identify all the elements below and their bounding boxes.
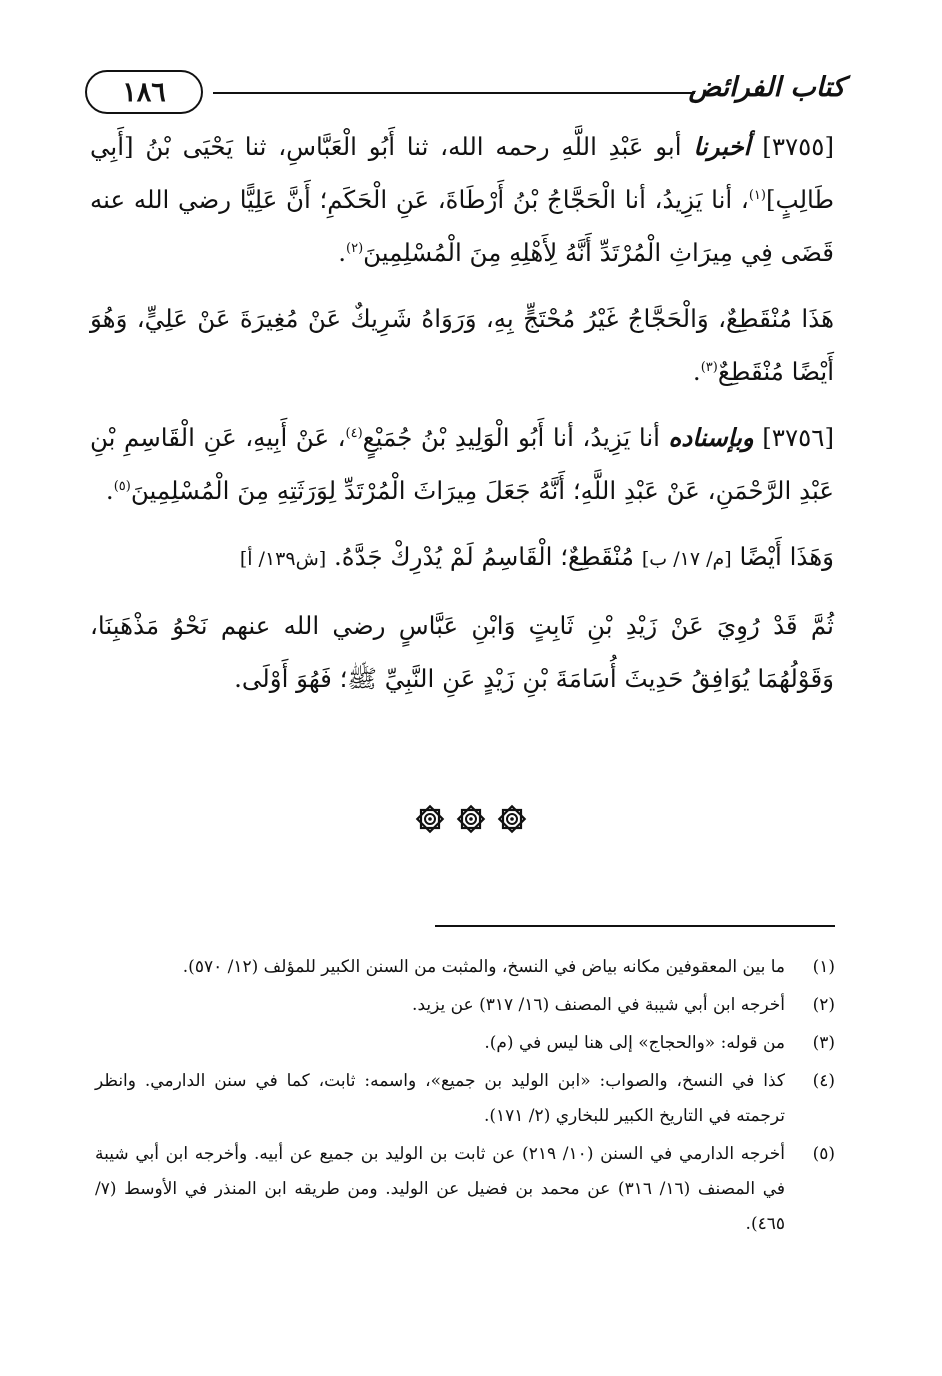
manuscript-ref: [م/ ١٧/ ب] [641,548,732,570]
hadith-lead-word: أخبرنا [693,132,751,161]
footnote-item [95,1064,835,1134]
footnote-item [95,1026,835,1061]
footnote-text: من قوله: «والحجاج» إلى هنا ليس في (م). [484,1033,785,1053]
paragraph-commentary-1 [90,292,834,398]
hadith-number: [٣٧٥٥] [762,132,835,161]
footnote-text: أخرجه ابن أبي شيبة في المصنف (١٦/ ٣١٧) عن يزيد. [412,995,785,1015]
page-number: ١٨٦ [85,70,203,114]
footnote-ref: (٤) [345,425,363,441]
paragraph-commentary-2 [90,530,834,586]
footnote-item [95,950,835,985]
paragraph-text: وَهَذَا أَيْضًا [739,542,834,571]
footnote-ref: (٢) [346,240,364,256]
footnotes [95,950,835,1245]
footnote-item [95,988,835,1023]
paragraph-text: ثُمَّ قَدْ رُوِيَ عَنْ زَيْدِ بْنِ ثَابِتٍ وَابْنِ عَبَّاسٍ رضي الله عنهم نَحْوُ مَذْهَبِنَا، وَقَوْلُهُمَا يُوَافِقُ حَدِيثَ أُسَامَةَ بْنِ زَيْدٍ عَنِ النَّبِيِّ ﷺ؛ فَهُوَ أَوْلَى. [90,611,834,693]
section-ornaments [0,804,942,834]
ornament-icon [497,804,527,834]
hadith-lead-word: وبإسناده [668,423,754,452]
paragraph-3755 [90,120,834,279]
paragraph-end: . [338,238,346,267]
footnote-separator [435,925,835,927]
footnote-text: ما بين المعقوفين مكانه بياض في النسخ، والمثبت من السنن الكبير للمؤلف (١٢/ ٥٧٠). [182,957,785,977]
footnote-ref: (٥) [113,478,131,494]
paragraph-text: هَذَا مُنْقَطِعٌ، وَالْحَجَّاجُ غَيْرُ مُحْتَجٍّ بِهِ، وَرَوَاهُ شَرِيكٌ عَنْ مُغِيرَةَ عَنْ عَلِيٍّ، وَهُوَ أَيْضًا مُنْقَطِعٌ [90,304,834,386]
footnote-number: (٤) [812,1071,835,1091]
hadith-number: [٣٧٥٦] [762,423,834,452]
book-title: كتاب الفرائض [688,72,845,103]
ornament-icon [415,804,445,834]
paragraph-text: مُنْقَطِعٌ؛ الْقَاسِمُ لَمْ يُدْرِكْ جَدَّهُ. [334,542,635,571]
footnote-number: (٣) [812,1033,835,1053]
main-text [90,120,834,705]
page-header [85,70,845,118]
ornament-icon [456,804,486,834]
footnote-text: كذا في النسخ، والصواب: «ابن الوليد بن جميع»، واسمه: ثابت، كما في سنن الدارمي. وانظر ترجمته في التاريخ الكبير للبخاري (٢/ ١٧١). [95,1071,785,1126]
paragraph-text: أنا يَزِيدُ، أنا أَبُو الْوَلِيدِ بْنُ جُمَيْعٍ [362,423,660,452]
footnote-number: (١) [812,957,835,977]
paragraph-text: ، عَنْ أَبِيهِ، عَنِ الْقَاسِمِ بْنِ عَبْدِ الرَّحْمَنِ، عَنْ عَبْدِ اللَّهِ؛ أَنَّهُ جَعَلَ مِيرَاثَ الْمُرْتَدِّ لِوَرَثَتِهِ مِنَ الْمُسْلِمِينَ [90,423,834,505]
paragraph-text: أبو عَبْدِ اللَّهِ رحمه الله، ثنا أَبُو الْعَبَّاسِ، ثنا يَحْيَى بْنُ [أَبِي طَالِبٍ] [90,132,834,214]
paragraph-commentary-3 [90,599,834,705]
manuscript-ref: [ش١٣٩/ أ] [239,548,327,570]
paragraph-3756 [90,411,834,517]
footnote-item [95,1137,835,1242]
footnote-ref: (٣) [700,359,718,375]
header-rule [213,92,695,94]
footnote-ref: (١) [748,187,766,203]
paragraph-end: . [105,476,114,505]
footnote-number: (٢) [812,995,835,1015]
paragraph-text: ، أنا يَزِيدُ، أنا الْحَجَّاجُ بْنُ أَرْطَاةَ، عَنِ الْحَكَمِ؛ أَنَّ عَلِيًّا رضي الله عنه قَضَى فِي مِيرَاثِ الْمُرْتَدِّ أَنَّهُ لِأَهْلِهِ مِنَ الْمُسْلِمِينَ [90,185,834,267]
footnote-text: أخرجه الدارمي في السنن (١٠/ ٢١٩) عن ثابت بن الوليد بن جميع عن أبيه. وأخرجه ابن أبي شيبة في المصنف (١٦/ ٣١٦) عن محمد بن فضيل عن الوليد. ومن طريقه ابن المنذر في الأوسط (٧/ ٤٦٥). [95,1144,786,1234]
footnote-number: (٥) [812,1144,835,1164]
paragraph-end: . [692,357,701,386]
